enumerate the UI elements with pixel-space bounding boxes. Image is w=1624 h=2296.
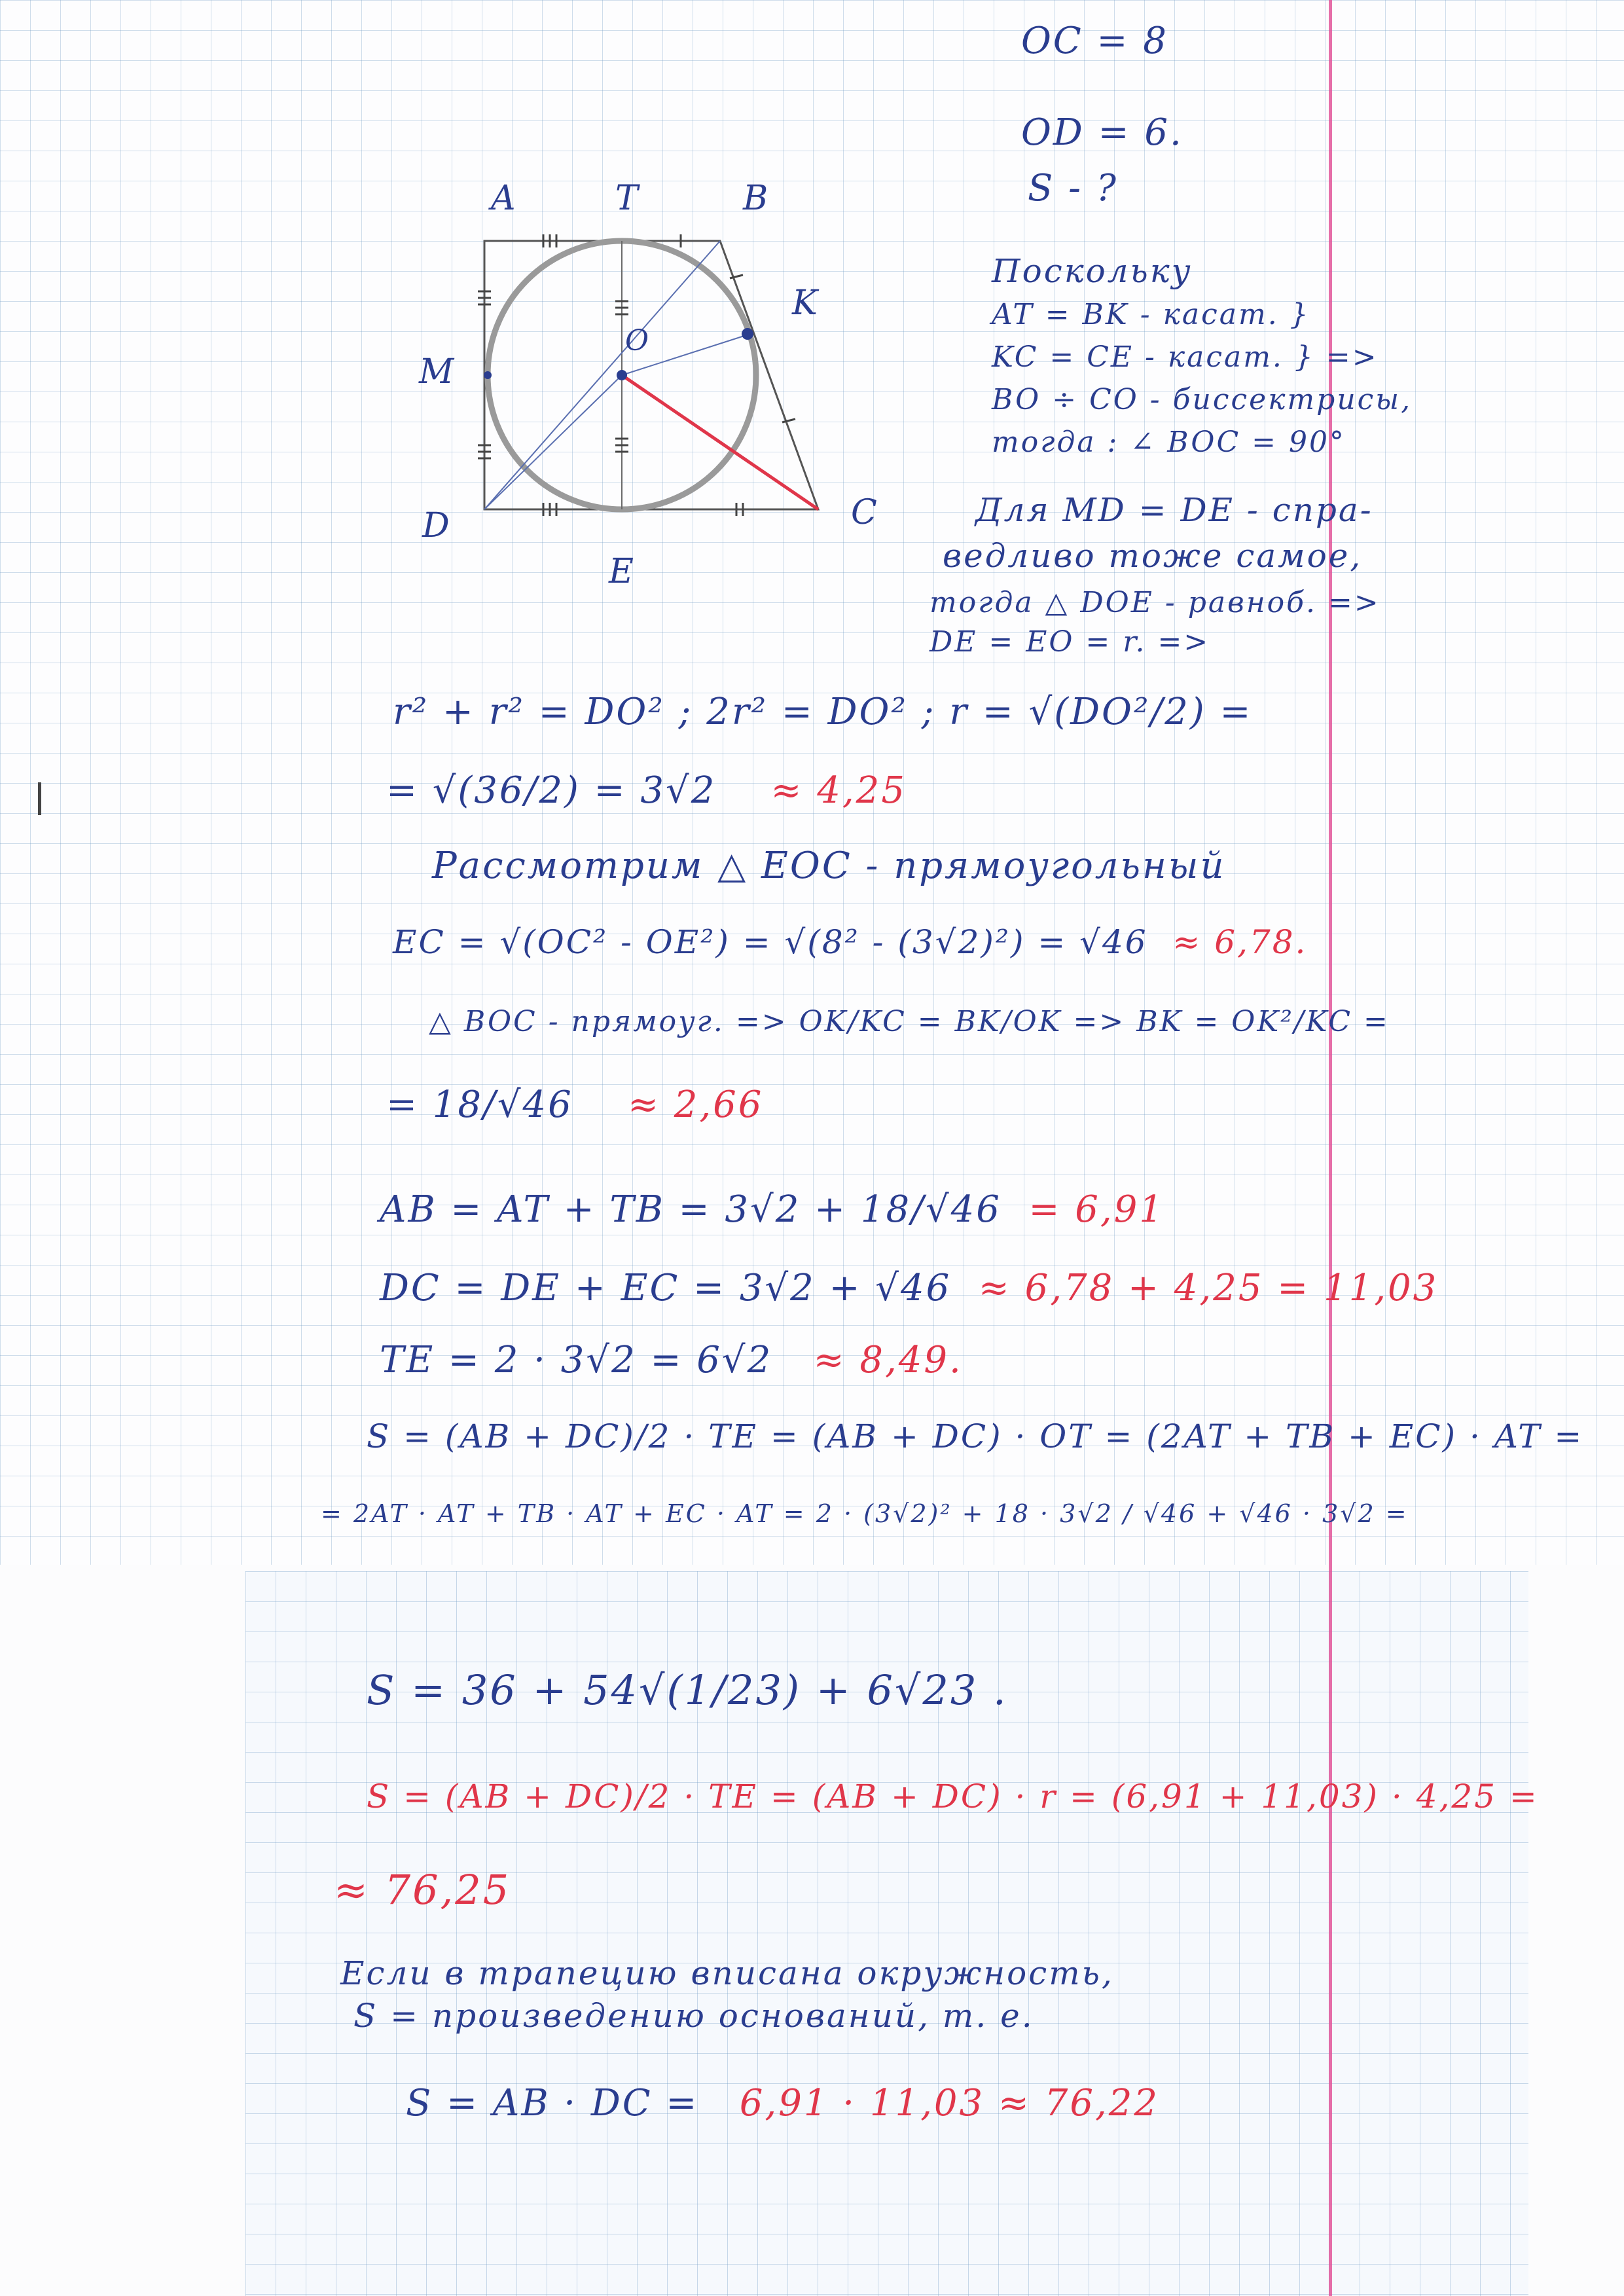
label-D: D bbox=[422, 506, 450, 545]
label-A: A bbox=[491, 179, 516, 218]
reason-line-5: тогда : ∠ BOC = 90° bbox=[992, 426, 1346, 459]
note-line-2: S = произведению оснований, т. е. bbox=[353, 1997, 1034, 2035]
final-formula: S = AB · DC = 6,91 · 11,03 ≈ 76,22 bbox=[406, 2082, 1160, 2124]
label-M: M bbox=[419, 352, 454, 392]
solution-line-7: AB = AT + TB = 3√2 + 18/√46 = 6,91 bbox=[380, 1188, 1164, 1231]
solution-line-10: S = (AB + DC)/2 · TE = (AB + DC) · OT = (2AT + TB + EC) · AT = bbox=[367, 1417, 1584, 1455]
solution-line-9: TE = 2 · 3√2 = 6√2 ≈ 8,49. bbox=[380, 1339, 963, 1381]
solution-line-2-value: ≈ 4,25 bbox=[770, 769, 907, 812]
final-value: 6,91 · 11,03 ≈ 76,22 bbox=[739, 2082, 1160, 2124]
center-point bbox=[617, 370, 627, 380]
solution-line-9-value: ≈ 8,49. bbox=[813, 1339, 963, 1381]
solution-line-8-value: ≈ 6,78 + 4,25 = 11,03 bbox=[978, 1267, 1439, 1309]
label-T: T bbox=[615, 179, 638, 218]
result-expression: S = 36 + 54√(1/23) + 6√23 . bbox=[367, 1666, 1008, 1714]
tick-marks bbox=[478, 234, 795, 516]
line-DB bbox=[484, 241, 720, 509]
solution-line-2: = √(36/2) = 3√2 ≈ 4,25 bbox=[386, 769, 907, 812]
solution-line-6-value: ≈ 2,66 bbox=[628, 1084, 764, 1126]
reason-line-2: AT = BK - касат. } bbox=[992, 298, 1310, 331]
given-od: OD = 6. bbox=[1021, 111, 1183, 154]
solution-line-11: = 2AT · AT + TB · AT + EC · AT = 2 · (3√2)² + 18 · 3√2 / √46 + √46 · 3√2 = bbox=[321, 1499, 1409, 1528]
solution-line-6: = 18/√46 ≈ 2,66 bbox=[386, 1084, 764, 1126]
reason-line-8: тогда △ DOE - равноб. => bbox=[929, 586, 1380, 619]
tangent-point-K bbox=[742, 328, 753, 340]
solution-line-4: EC = √(OC² - OE²) = √(8² - (3√2)²) = √46 ≈ 6,78. bbox=[393, 923, 1308, 961]
trapezoid-diagram bbox=[393, 157, 916, 615]
area-approx: ≈ 76,25 bbox=[334, 1866, 511, 1914]
label-C: C bbox=[851, 493, 877, 532]
line-OC bbox=[622, 375, 818, 509]
area-calculation: S = (AB + DC)/2 · TE = (AB + DC) · r = (6,91 + 11,03) · 4,25 = bbox=[367, 1777, 1539, 1815]
solution-line-3: Рассмотрим △ EOC - прямоугольный bbox=[432, 845, 1226, 887]
tangent-point-M bbox=[484, 371, 492, 379]
solution-line-7-value: = 6,91 bbox=[1028, 1188, 1164, 1231]
trapezoid-outline bbox=[484, 241, 818, 509]
reason-line-7: ведливо тоже самое, bbox=[943, 537, 1363, 575]
solution-line-1: r² + r² = DO² ; 2r² = DO² ; r = √(DO²/2) = bbox=[393, 691, 1253, 733]
scan-mark bbox=[38, 782, 41, 815]
label-O: O bbox=[625, 324, 649, 357]
reason-line-9: DE = EO = r. => bbox=[929, 625, 1210, 659]
reason-line-6: Для MD = DE - спра- bbox=[975, 491, 1373, 529]
label-E: E bbox=[609, 552, 634, 591]
reason-line-1: Поскольку bbox=[992, 252, 1193, 290]
solution-line-8: DC = DE + EC = 3√2 + √46 ≈ 6,78 + 4,25 = 11,03 bbox=[380, 1267, 1439, 1309]
reason-line-3: KC = CE - касат. } => bbox=[992, 340, 1379, 374]
label-B: B bbox=[743, 179, 768, 218]
reason-line-4: BO ÷ CO - биссектрисы, bbox=[992, 383, 1413, 416]
solution-line-5: △ BOC - прямоуг. => OK/KC = BK/OK => BK = OK²/KC = bbox=[429, 1005, 1390, 1038]
label-K: K bbox=[792, 283, 818, 323]
given-find: S - ? bbox=[1028, 167, 1118, 210]
note-line-1: Если в трапецию вписана окружность, bbox=[340, 1954, 1114, 1992]
given-oc: OC = 8 bbox=[1021, 20, 1168, 62]
solution-line-4-value: ≈ 6,78. bbox=[1172, 923, 1308, 961]
